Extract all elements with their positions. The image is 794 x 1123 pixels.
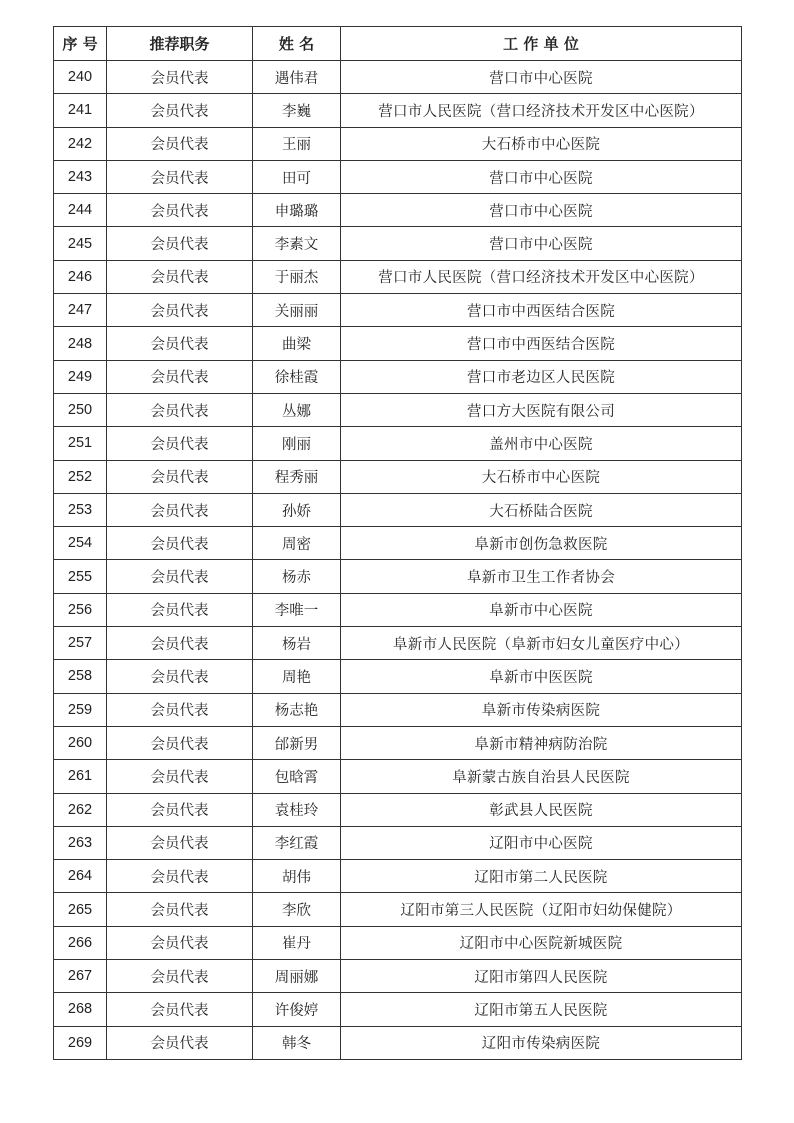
cell-role: 会员代表 [107,393,253,426]
cell-role: 会员代表 [107,893,253,926]
cell-role: 会员代表 [107,360,253,393]
table-row [54,860,742,893]
table-row [54,227,742,260]
cell-name: 周艳 [253,660,341,693]
cell-no: 246 [54,260,107,293]
cell-unit: 辽阳市中心医院新城医院 [341,926,742,959]
cell-name: 王丽 [253,127,341,160]
cell-no: 240 [54,61,107,94]
table-row [54,393,742,426]
cell-no: 263 [54,826,107,859]
cell-unit: 辽阳市第二人民医院 [341,860,742,893]
cell-name: 邰新男 [253,726,341,759]
cell-unit: 阜新市人民医院（阜新市妇女儿童医疗中心） [341,627,742,660]
cell-unit: 营口市人民医院（营口经济技术开发区中心医院） [341,94,742,127]
cell-unit: 辽阳市第四人民医院 [341,960,742,993]
table-row [54,327,742,360]
cell-role: 会员代表 [107,693,253,726]
table-row [54,893,742,926]
cell-unit: 大石桥陆合医院 [341,493,742,526]
cell-no: 266 [54,926,107,959]
cell-name: 杨岩 [253,627,341,660]
table-row [54,61,742,94]
cell-no: 244 [54,194,107,227]
table-row [54,527,742,560]
cell-no: 252 [54,460,107,493]
cell-role: 会员代表 [107,1026,253,1059]
cell-name: 胡伟 [253,860,341,893]
table-row [54,427,742,460]
cell-role: 会员代表 [107,627,253,660]
cell-unit: 阜新市中医医院 [341,660,742,693]
cell-role: 会员代表 [107,94,253,127]
cell-unit: 辽阳市第三人民医院（辽阳市妇幼保健院） [341,893,742,926]
cell-unit: 大石桥市中心医院 [341,127,742,160]
table-row [54,294,742,327]
cell-name: 徐桂霞 [253,360,341,393]
cell-name: 程秀丽 [253,460,341,493]
cell-name: 韩冬 [253,1026,341,1059]
cell-no: 250 [54,393,107,426]
cell-unit: 辽阳市传染病医院 [341,1026,742,1059]
cell-name: 于丽杰 [253,260,341,293]
cell-name: 刚丽 [253,427,341,460]
cell-unit: 营口市人民医院（营口经济技术开发区中心医院） [341,260,742,293]
cell-role: 会员代表 [107,160,253,193]
table-row [54,960,742,993]
cell-no: 255 [54,560,107,593]
table-row [54,726,742,759]
cell-role: 会员代表 [107,127,253,160]
cell-name: 杨志艳 [253,693,341,726]
cell-name: 周丽娜 [253,960,341,993]
table-row [54,993,742,1026]
cell-no: 264 [54,860,107,893]
cell-role: 会员代表 [107,926,253,959]
member-table [53,26,742,1060]
cell-name: 田可 [253,160,341,193]
cell-name: 关丽丽 [253,294,341,327]
table-row [54,1026,742,1059]
cell-name: 李红霞 [253,826,341,859]
cell-no: 261 [54,760,107,793]
cell-name: 孙娇 [253,493,341,526]
cell-unit: 彰武县人民医院 [341,793,742,826]
cell-role: 会员代表 [107,793,253,826]
cell-name: 李唯一 [253,593,341,626]
cell-name: 李欣 [253,893,341,926]
cell-role: 会员代表 [107,826,253,859]
cell-role: 会员代表 [107,860,253,893]
table-row [54,260,742,293]
table-row [54,627,742,660]
table-row [54,826,742,859]
cell-unit: 营口市老边区人民医院 [341,360,742,393]
cell-no: 245 [54,227,107,260]
cell-no: 242 [54,127,107,160]
table-row [54,94,742,127]
cell-no: 260 [54,726,107,759]
cell-role: 会员代表 [107,327,253,360]
cell-name: 包晗霄 [253,760,341,793]
cell-name: 遇伟君 [253,61,341,94]
cell-unit: 营口市中心医院 [341,227,742,260]
table-row [54,593,742,626]
cell-no: 265 [54,893,107,926]
cell-no: 259 [54,693,107,726]
cell-unit: 营口市中西医结合医院 [341,327,742,360]
cell-unit: 大石桥市中心医院 [341,460,742,493]
cell-no: 251 [54,427,107,460]
cell-no: 241 [54,94,107,127]
cell-role: 会员代表 [107,993,253,1026]
cell-role: 会员代表 [107,260,253,293]
cell-unit: 营口市中西医结合医院 [341,294,742,327]
cell-role: 会员代表 [107,427,253,460]
header-name: 姓 名 [253,27,341,61]
cell-no: 267 [54,960,107,993]
cell-no: 254 [54,527,107,560]
cell-no: 249 [54,360,107,393]
cell-unit: 盖州市中心医院 [341,427,742,460]
cell-role: 会员代表 [107,660,253,693]
cell-unit: 营口市中心医院 [341,61,742,94]
table-row [54,460,742,493]
cell-unit: 阜新蒙古族自治县人民医院 [341,760,742,793]
cell-unit: 辽阳市中心医院 [341,826,742,859]
cell-name: 袁桂玲 [253,793,341,826]
cell-no: 269 [54,1026,107,1059]
cell-unit: 阜新市中心医院 [341,593,742,626]
cell-name: 杨赤 [253,560,341,593]
table-row [54,560,742,593]
cell-role: 会员代表 [107,194,253,227]
cell-role: 会员代表 [107,61,253,94]
table-row [54,926,742,959]
cell-no: 248 [54,327,107,360]
cell-no: 268 [54,993,107,1026]
cell-role: 会员代表 [107,227,253,260]
cell-role: 会员代表 [107,294,253,327]
cell-no: 253 [54,493,107,526]
cell-no: 256 [54,593,107,626]
cell-name: 丛娜 [253,393,341,426]
cell-unit: 阜新市精神病防治院 [341,726,742,759]
cell-no: 247 [54,294,107,327]
table-row [54,693,742,726]
table-row [54,194,742,227]
header-no: 序 号 [54,27,107,61]
cell-name: 曲梁 [253,327,341,360]
cell-role: 会员代表 [107,527,253,560]
cell-no: 257 [54,627,107,660]
table-row [54,793,742,826]
cell-no: 243 [54,160,107,193]
header-unit: 工 作 单 位 [341,27,742,61]
header-role: 推荐职务 [107,27,253,61]
cell-unit: 阜新市传染病医院 [341,693,742,726]
cell-role: 会员代表 [107,593,253,626]
cell-name: 申璐璐 [253,194,341,227]
cell-role: 会员代表 [107,493,253,526]
cell-name: 李素文 [253,227,341,260]
table-body [54,61,742,1060]
cell-name: 许俊婷 [253,993,341,1026]
cell-name: 李巍 [253,94,341,127]
cell-role: 会员代表 [107,960,253,993]
cell-unit: 阜新市卫生工作者协会 [341,560,742,593]
cell-unit: 阜新市创伤急救医院 [341,527,742,560]
cell-name: 周密 [253,527,341,560]
cell-name: 崔丹 [253,926,341,959]
cell-no: 258 [54,660,107,693]
cell-unit: 营口方大医院有限公司 [341,393,742,426]
cell-role: 会员代表 [107,560,253,593]
cell-unit: 辽阳市第五人民医院 [341,993,742,1026]
table-row [54,760,742,793]
cell-role: 会员代表 [107,460,253,493]
cell-role: 会员代表 [107,760,253,793]
table-row [54,160,742,193]
cell-unit: 营口市中心医院 [341,160,742,193]
header-row [54,27,742,61]
table-row [54,660,742,693]
table-row [54,493,742,526]
table-row [54,127,742,160]
table-row [54,360,742,393]
cell-role: 会员代表 [107,726,253,759]
cell-no: 262 [54,793,107,826]
cell-unit: 营口市中心医院 [341,194,742,227]
